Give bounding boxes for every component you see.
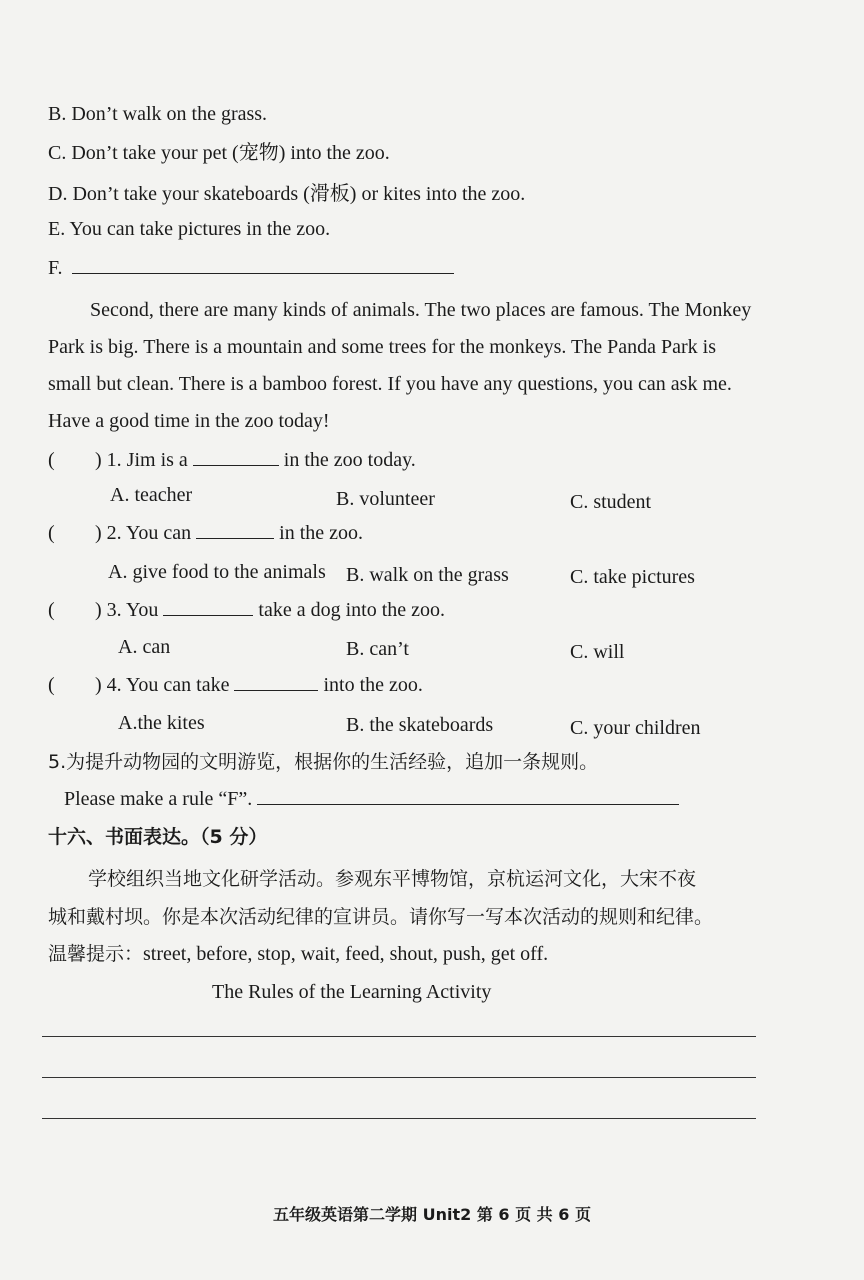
- page-footer: 五年级英语第二学期 Unit2 第 6 页 共 6 页: [273, 1205, 591, 1224]
- question-1: [95, 447, 416, 473]
- question-3-number: 3.: [106, 599, 122, 621]
- answer-paren-open-1[interactable]: (: [48, 449, 55, 471]
- rule-c: C. Don’t take your pet (宠物) into the zoo.: [48, 142, 390, 164]
- section-16-heading: 十六、书面表达。（5 分）: [48, 826, 268, 848]
- question-4-after: into the zoo.: [323, 674, 423, 696]
- writing-line-1[interactable]: [42, 1036, 756, 1037]
- question-2-option-b[interactable]: B. walk on the grass: [346, 564, 509, 586]
- hint-label: 温馨提示：: [48, 943, 144, 965]
- question-4-blank[interactable]: [234, 672, 318, 691]
- essay-title: The Rules of the Learning Activity: [212, 981, 492, 1003]
- question-3-paren-close: ): [95, 599, 102, 621]
- rule-f-blank[interactable]: [72, 255, 454, 274]
- section-16-hint: [48, 941, 548, 967]
- answer-paren-open-4[interactable]: (: [48, 674, 55, 696]
- question-5-rule: [64, 786, 679, 812]
- question-4-option-c[interactable]: C. your children: [570, 717, 701, 739]
- answer-paren-open-2[interactable]: (: [48, 522, 55, 544]
- question-2: [95, 520, 363, 546]
- rule-d: D. Don’t take your skateboards (滑板) or kites into the zoo.: [48, 183, 526, 205]
- passage-paragraph: [48, 292, 760, 440]
- question-3-option-a[interactable]: A. can: [118, 636, 171, 658]
- question-1-option-b[interactable]: B. volunteer: [336, 488, 435, 510]
- question-1-before: Jim is a: [126, 449, 188, 471]
- question-2-option-c[interactable]: C. take pictures: [570, 566, 695, 588]
- question-1-blank[interactable]: [193, 447, 279, 466]
- question-5-rule-label: Please make a rule “F”.: [64, 788, 253, 810]
- question-3-before: You: [125, 599, 159, 621]
- rule-e: E. You can take pictures in the zoo.: [48, 218, 331, 240]
- rule-f: [48, 255, 454, 281]
- question-4: [95, 672, 423, 698]
- question-4-paren-close: ): [95, 674, 102, 696]
- question-2-blank[interactable]: [196, 520, 274, 539]
- question-3-option-b[interactable]: B. can’t: [346, 638, 409, 660]
- question-2-after: in the zoo.: [279, 522, 364, 544]
- question-4-option-a[interactable]: A.the kites: [118, 712, 205, 734]
- question-1-paren-close: ): [95, 449, 102, 471]
- question-2-number: 2.: [106, 522, 122, 544]
- writing-line-2[interactable]: [42, 1077, 756, 1078]
- question-4-number: 4.: [106, 674, 122, 696]
- question-3-after: take a dog into the zoo.: [258, 599, 446, 621]
- question-4-option-b[interactable]: B. the skateboards: [346, 714, 494, 736]
- question-1-option-c[interactable]: C. student: [570, 491, 652, 513]
- section-16-line-2: 城和戴村坝。你是本次活动纪律的宣讲员。请你写一写本次活动的规则和纪律。: [48, 906, 714, 928]
- question-2-paren-close: ): [95, 522, 102, 544]
- question-5-rule-blank[interactable]: [257, 786, 679, 805]
- hint-words: street, before, stop, wait, feed, shout, push, get off.: [143, 943, 549, 965]
- writing-line-3[interactable]: [42, 1118, 756, 1119]
- question-5-prompt: 5.为提升动物园的文明游览，根据你的生活经验，追加一条规则。: [48, 751, 599, 773]
- question-2-option-a[interactable]: A. give food to the animals: [108, 561, 326, 583]
- question-2-before: You can: [125, 522, 192, 544]
- question-3-option-c[interactable]: C. will: [570, 641, 625, 663]
- rule-f-label: F.: [48, 257, 63, 279]
- rule-b: B. Don’t walk on the grass.: [48, 103, 268, 125]
- question-4-before: You can take: [125, 674, 230, 696]
- question-3: [95, 597, 445, 623]
- question-1-number: 1.: [106, 449, 122, 471]
- answer-paren-open-3[interactable]: (: [48, 599, 55, 621]
- question-1-option-a[interactable]: A. teacher: [110, 484, 193, 506]
- section-16-line-1: 学校组织当地文化研学活动。参观东平博物馆，京杭运河文化，大宋不夜: [88, 868, 697, 890]
- question-1-after: in the zoo today.: [283, 449, 416, 471]
- passage-text: Second, there are many kinds of animals. The two places are famous. The Monkey Park is big. There is a mountain and some trees for the monkeys. The Panda Park is small but clean. There is a bamboo forest. If you have any questions, you can ask me. Have a good time in the zoo today!: [48, 299, 752, 432]
- question-3-blank[interactable]: [163, 597, 253, 616]
